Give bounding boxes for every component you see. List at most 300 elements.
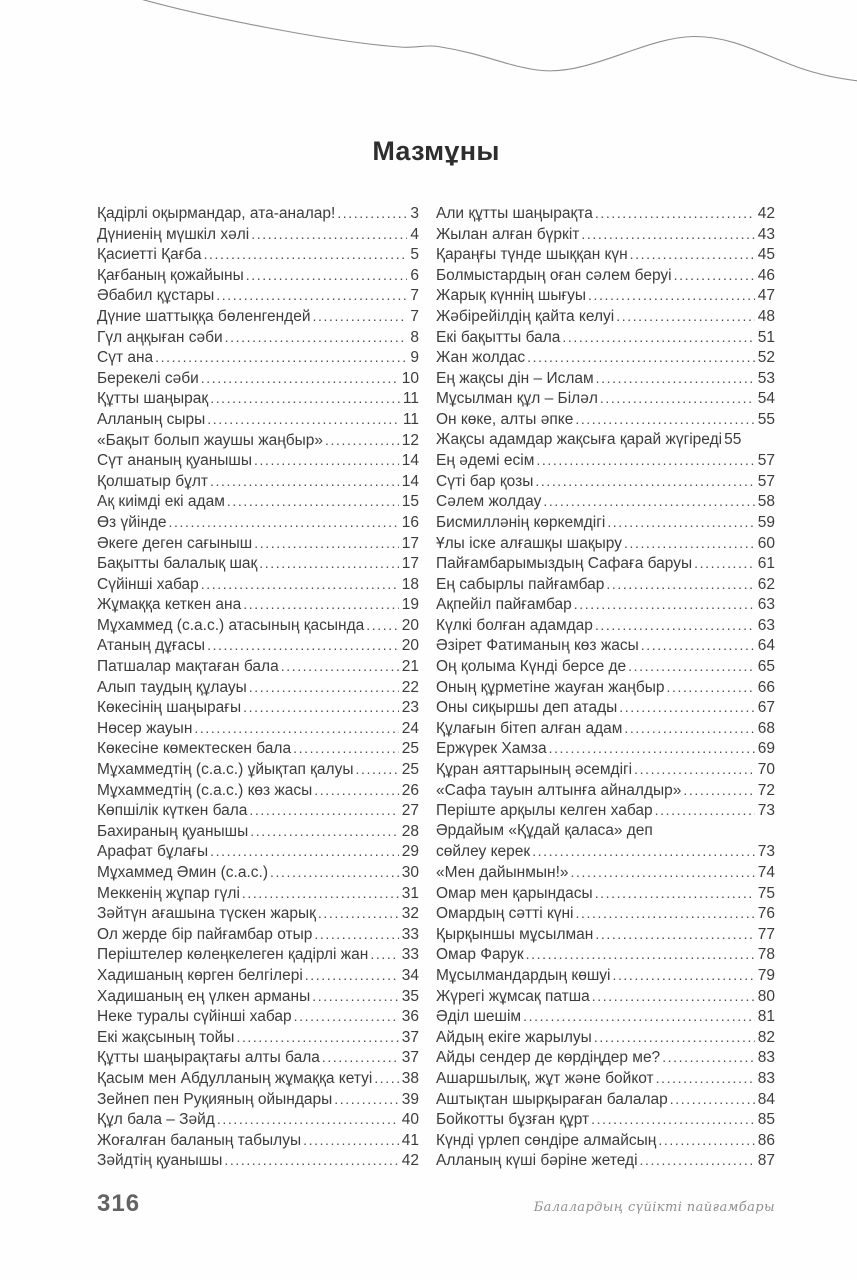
toc-entry-title: Ержүрек Хамза bbox=[436, 740, 547, 758]
toc-leader-dots bbox=[216, 285, 407, 307]
toc-leader-dots bbox=[259, 553, 398, 575]
toc-entry-page-number: 28 bbox=[401, 822, 419, 840]
toc-entry-title: Құтты шаңырақ bbox=[97, 390, 209, 408]
toc-entry-page-number: 19 bbox=[401, 596, 419, 614]
toc-entry bbox=[436, 512, 775, 533]
toc-entry-title: Омардың сәтті күні bbox=[436, 905, 574, 923]
toc-entry-title: Жарық күннің шығуы bbox=[436, 287, 587, 305]
toc-leader-dots bbox=[562, 327, 754, 349]
toc-entry-title: Қағбаның қожайыны bbox=[97, 266, 244, 284]
toc-entry-page-number: 41 bbox=[401, 1131, 419, 1149]
toc-entry-page-number: 21 bbox=[401, 658, 419, 676]
toc-entry-page-number: 57 bbox=[757, 472, 775, 490]
toc-leader-dots bbox=[201, 368, 399, 390]
toc-entry-page-number: 35 bbox=[401, 987, 419, 1005]
toc-entry bbox=[97, 450, 419, 471]
toc-entry bbox=[97, 862, 419, 883]
toc-leader-dots bbox=[683, 780, 754, 802]
toc-entry-title: Көпшілік күткен бала bbox=[97, 802, 248, 820]
toc-entry-title: Қараңғы түнде шыққан күн bbox=[436, 246, 628, 264]
toc-leader-dots bbox=[624, 718, 754, 740]
toc-entry-page-number: 46 bbox=[757, 266, 775, 284]
toc-leader-dots bbox=[281, 656, 399, 678]
toc-entry bbox=[436, 409, 775, 430]
toc-entry-page-number: 25 bbox=[401, 761, 419, 779]
toc-entry-page-number: 9 bbox=[410, 349, 419, 367]
toc-entry-page-number: 32 bbox=[401, 905, 419, 923]
toc-entry-page-number: 63 bbox=[757, 616, 775, 634]
toc-entry bbox=[436, 1130, 775, 1151]
toc-leader-dots bbox=[549, 738, 755, 760]
toc-entry bbox=[97, 759, 419, 780]
toc-entry bbox=[436, 924, 775, 945]
toc-entry-page-number: 63 bbox=[757, 596, 775, 614]
toc-entry-title: Әділ шешім bbox=[436, 1008, 522, 1026]
toc-entry-title: Ашаршылық, жұт және бойкот bbox=[436, 1069, 654, 1087]
toc-leader-dots bbox=[210, 471, 399, 493]
page-number: 316 bbox=[97, 1190, 141, 1217]
toc-entry-page-number: 64 bbox=[757, 637, 775, 655]
toc-leader-dots bbox=[305, 965, 399, 987]
toc-leader-dots bbox=[155, 347, 407, 369]
toc-entry-title: Омар мен қарындасы bbox=[436, 884, 593, 902]
toc-entry-title: Күнді үрлеп сөндіре алмайсың bbox=[436, 1131, 657, 1149]
toc-entry-page-number: 48 bbox=[757, 307, 775, 325]
toc-leader-dots bbox=[322, 1047, 399, 1069]
toc-entry bbox=[97, 244, 419, 265]
toc-entry-title: Гүл аңқыған сәби bbox=[97, 328, 223, 346]
toc-entry-title: Зәйдтің қуанышы bbox=[97, 1152, 223, 1170]
toc-entry-title: Оң қолыма Күнді берсе де bbox=[436, 658, 627, 676]
toc-entry-page-number: 29 bbox=[401, 843, 419, 861]
toc-entry-page-number: 16 bbox=[401, 513, 419, 531]
toc-entry-title: Жан жолдас bbox=[436, 349, 526, 367]
toc-leader-dots bbox=[325, 430, 399, 452]
toc-entry-page-number: 83 bbox=[757, 1049, 775, 1067]
toc-leader-dots bbox=[246, 265, 408, 287]
toc-entry-title: Мұхаммедтің (с.а.с.) көз жасы bbox=[97, 781, 313, 799]
page-title: Мазмұны bbox=[372, 136, 500, 166]
toc-entry-title: Атаның дұғасы bbox=[97, 637, 206, 655]
toc-leader-dots bbox=[655, 800, 755, 822]
toc-leader-dots bbox=[592, 986, 755, 1008]
toc-leader-dots bbox=[595, 203, 755, 225]
toc-entry-title: Әзірет Фатиманың көз жасы bbox=[436, 637, 639, 655]
toc-entry-title: Мұхаммед (с.а.с.) атасының қасында bbox=[97, 616, 365, 634]
toc-entry bbox=[97, 1006, 419, 1027]
toc-entry bbox=[97, 924, 419, 945]
toc-leader-dots bbox=[527, 347, 755, 369]
toc-entry bbox=[436, 841, 775, 862]
toc-entry-title: Жұмаққа кеткен ана bbox=[97, 596, 242, 614]
toc-entry-title: Құран аяттарының әсемдігі bbox=[436, 761, 633, 779]
toc-entry-page-number: 17 bbox=[401, 534, 419, 552]
toc-entry-page-number: 42 bbox=[401, 1152, 419, 1170]
toc-leader-dots bbox=[595, 615, 755, 637]
toc-entry bbox=[436, 368, 775, 389]
toc-entry bbox=[97, 986, 419, 1007]
toc-entry bbox=[97, 327, 419, 348]
toc-entry-page-number: 25 bbox=[401, 740, 419, 758]
toc-leader-dots bbox=[355, 759, 398, 781]
toc-entry bbox=[436, 574, 775, 595]
toc-leader-dots bbox=[670, 1089, 755, 1111]
toc-entry bbox=[436, 491, 775, 512]
toc-entry bbox=[436, 780, 775, 801]
toc-entry-page-number: 66 bbox=[757, 678, 775, 696]
toc-entry-page-number: 67 bbox=[757, 699, 775, 717]
toc-entry-title: Дүние шаттыққа бөленгендей bbox=[97, 307, 311, 325]
toc-entry bbox=[436, 450, 775, 471]
toc-entry bbox=[97, 347, 419, 368]
toc-entry bbox=[97, 944, 419, 965]
toc-leader-dots bbox=[656, 1068, 755, 1090]
toc-entry-page-number: 7 bbox=[410, 287, 419, 305]
toc-entry bbox=[97, 368, 419, 389]
toc-entry-page-number: 24 bbox=[401, 719, 419, 737]
toc-entry-page-number: 78 bbox=[757, 946, 775, 964]
toc-leader-dots bbox=[270, 862, 399, 884]
toc-entry-title: «Мен дайынмын!» bbox=[436, 864, 569, 881]
toc-entry bbox=[436, 800, 775, 821]
toc-entry-title: Алланың сыры bbox=[97, 410, 206, 428]
toc-entry-page-number: 37 bbox=[401, 1028, 419, 1046]
toc-leader-dots bbox=[588, 285, 755, 307]
toc-entry bbox=[97, 738, 419, 759]
toc-leader-dots bbox=[314, 780, 398, 802]
toc-leader-dots bbox=[595, 883, 755, 905]
toc-entry-title: Жоғалған баланың табылуы bbox=[97, 1131, 302, 1149]
toc-entry bbox=[97, 656, 419, 677]
toc-entry bbox=[436, 327, 775, 348]
toc-entry-title: Әбабил құстары bbox=[97, 287, 215, 305]
toc-entry-page-number: 73 bbox=[757, 843, 775, 861]
toc-column-right bbox=[436, 203, 775, 1171]
toc-entry-title: Құтты шаңырақтағы алты бала bbox=[97, 1049, 320, 1067]
toc-leader-dots bbox=[251, 224, 407, 246]
toc-entry-title: Көкесіне көмектескен бала bbox=[97, 740, 292, 758]
toc-leader-dots bbox=[318, 903, 399, 925]
toc-entry bbox=[436, 738, 775, 759]
toc-leader-dots bbox=[571, 862, 755, 884]
toc-entry bbox=[97, 821, 419, 842]
toc-leader-dots bbox=[334, 1089, 398, 1111]
toc-leader-dots bbox=[640, 1150, 755, 1172]
toc-entry-title: Ұлы іске алғашқы шақыру bbox=[436, 534, 622, 552]
toc-entry-title: Айды сендер де көрдіңдер ме? bbox=[436, 1049, 661, 1067]
toc-leader-dots bbox=[210, 388, 400, 410]
toc-entry bbox=[97, 491, 419, 512]
toc-leader-dots bbox=[616, 306, 755, 328]
toc-leader-dots bbox=[227, 491, 399, 513]
toc-entry-title: Али құтты шаңырақта bbox=[436, 205, 593, 222]
toc-entry-title: Өз үйінде bbox=[97, 513, 167, 531]
toc-entry-title: Жүрегі жұмсақ патша bbox=[436, 987, 590, 1005]
toc-entry bbox=[436, 944, 775, 965]
toc-entry-page-number: 6 bbox=[410, 266, 419, 284]
toc-columns bbox=[97, 203, 775, 1171]
toc-leader-dots bbox=[201, 574, 399, 596]
toc-leader-dots bbox=[591, 1109, 755, 1131]
toc-entry-page-number: 15 bbox=[401, 493, 419, 511]
toc-leader-dots bbox=[574, 594, 755, 616]
toc-leader-dots bbox=[303, 1130, 399, 1152]
toc-entry-page-number: 86 bbox=[757, 1131, 775, 1149]
toc-entry-title: Сүті бар қозы bbox=[436, 472, 534, 490]
toc-entry bbox=[97, 306, 419, 327]
toc-entry-title: Қадірлі оқырмандар, ата-аналар! bbox=[97, 205, 336, 222]
toc-entry-page-number: 20 bbox=[401, 616, 419, 634]
toc-leader-dots bbox=[526, 944, 755, 966]
toc-leader-dots bbox=[312, 306, 407, 328]
toc-entry-title: Аштықтан шырқыраған балалар bbox=[436, 1090, 668, 1108]
toc-entry-page-number: 40 bbox=[401, 1111, 419, 1129]
toc-entry-page-number: 81 bbox=[757, 1008, 775, 1026]
toc-leader-dots bbox=[366, 615, 398, 637]
toc-leader-dots bbox=[204, 244, 408, 266]
toc-entry-title: Ең жақсы дін – Ислам bbox=[436, 369, 594, 387]
toc-entry bbox=[436, 594, 775, 615]
toc-entry-page-number: 11 bbox=[402, 410, 419, 428]
toc-entry-title: Сәлем жолдау bbox=[436, 493, 542, 511]
toc-entry-title: Екі жақсының тойы bbox=[97, 1028, 235, 1046]
toc-entry-page-number: 34 bbox=[401, 966, 419, 984]
toc-leader-dots bbox=[169, 512, 399, 534]
toc-leader-dots bbox=[225, 327, 408, 349]
toc-entry-title: Жылан алған бүркіт bbox=[436, 225, 580, 243]
toc-entry bbox=[97, 388, 419, 409]
toc-entry-title: Бойкотты бұзған құрт bbox=[436, 1111, 590, 1129]
toc-entry-page-number: 55 bbox=[757, 410, 775, 428]
toc-entry bbox=[436, 1109, 775, 1130]
toc-leader-dots bbox=[370, 944, 398, 966]
decorative-wave-line bbox=[0, 0, 857, 110]
toc-leader-dots bbox=[630, 244, 755, 266]
toc-leader-dots bbox=[594, 1027, 755, 1049]
toc-entry bbox=[97, 553, 419, 574]
toc-entry bbox=[436, 697, 775, 718]
toc-entry-title: «Бақыт болып жаушы жаңбыр» bbox=[97, 431, 324, 449]
toc-entry-page-number: 70 bbox=[757, 761, 775, 779]
toc-entry-page-number: 43 bbox=[757, 225, 775, 243]
toc-entry-title: Екі бақытты бала bbox=[436, 328, 561, 346]
toc-entry bbox=[97, 718, 419, 739]
toc-entry-page-number: 75 bbox=[757, 884, 775, 902]
toc-entry bbox=[97, 1089, 419, 1110]
toc-leader-dots bbox=[674, 265, 755, 287]
toc-entry-page-number: 51 bbox=[757, 328, 775, 346]
toc-entry bbox=[436, 388, 775, 409]
toc-entry-page-number: 76 bbox=[757, 905, 775, 923]
toc-entry-page-number: 18 bbox=[401, 575, 419, 593]
toc-leader-dots bbox=[293, 738, 399, 760]
toc-entry-page-number: 33 bbox=[401, 925, 419, 943]
toc-entry-page-number: 42 bbox=[757, 205, 775, 222]
toc-entry bbox=[436, 862, 775, 883]
toc-entry bbox=[97, 224, 419, 245]
toc-entry bbox=[97, 883, 419, 904]
toc-leader-dots bbox=[581, 224, 754, 246]
toc-entry-title: Ең әдемі есім bbox=[436, 452, 535, 470]
toc-entry-page-number: 68 bbox=[757, 719, 775, 737]
toc-entry bbox=[436, 533, 775, 554]
toc-entry bbox=[97, 533, 419, 554]
toc-leader-dots bbox=[543, 491, 754, 513]
toc-entry bbox=[97, 285, 419, 306]
toc-entry bbox=[97, 615, 419, 636]
toc-entry-page-number: 85 bbox=[757, 1111, 775, 1129]
toc-entry-page-number: 52 bbox=[757, 349, 775, 367]
toc-leader-dots bbox=[207, 409, 400, 431]
toc-entry bbox=[436, 965, 775, 986]
toc-leader-dots bbox=[242, 883, 399, 905]
toc-entry-title: Айдың екіге жарылуы bbox=[436, 1028, 592, 1046]
toc-entry-title: Ақпейіл пайғамбар bbox=[436, 596, 572, 614]
toc-entry-page-number: 72 bbox=[757, 781, 775, 799]
toc-entry bbox=[97, 203, 419, 224]
toc-leader-dots bbox=[249, 677, 399, 699]
toc-entry-page-number: 87 bbox=[757, 1152, 775, 1170]
toc-entry bbox=[436, 1047, 775, 1068]
toc-entry-page-number: 62 bbox=[757, 575, 775, 593]
toc-leader-dots bbox=[634, 759, 755, 781]
toc-entry-title: Қолшатыр бұлт bbox=[97, 472, 209, 490]
toc-entry-page-number: 69 bbox=[757, 740, 775, 758]
toc-entry bbox=[97, 594, 419, 615]
toc-entry bbox=[97, 697, 419, 718]
toc-entry bbox=[436, 285, 775, 306]
toc-entry bbox=[97, 1047, 419, 1068]
toc-entry bbox=[97, 409, 419, 430]
toc-entry-page-number: 26 bbox=[401, 781, 419, 799]
toc-leader-dots bbox=[628, 656, 755, 678]
toc-entry-title: Дүниенің мүшкіл хәлі bbox=[97, 225, 250, 243]
toc-entry bbox=[436, 1150, 775, 1171]
toc-entry bbox=[436, 1089, 775, 1110]
toc-entry-title: Хадишаның ең үлкен арманы bbox=[97, 987, 311, 1005]
toc-entry-page-number: 83 bbox=[757, 1069, 775, 1087]
toc-entry-page-number: 14 bbox=[401, 472, 419, 490]
toc-entry-page-number: 8 bbox=[410, 328, 419, 346]
toc-entry-title: Нөсер жауын bbox=[97, 719, 193, 737]
toc-leader-dots bbox=[210, 841, 399, 863]
toc-entry-page-number: 45 bbox=[757, 246, 775, 264]
toc-entry-page-number: 65 bbox=[757, 658, 775, 676]
toc-entry-title: Сүт ананың қуанышы bbox=[97, 452, 252, 470]
toc-entry-title: Меккенің жұпар гүлі bbox=[97, 884, 240, 902]
toc-entry-page-number: 20 bbox=[401, 637, 419, 655]
toc-leader-dots bbox=[312, 986, 399, 1008]
toc-leader-dots bbox=[575, 409, 754, 431]
toc-entry-title: Періштелер көлеңкелеген қадірлі жан bbox=[97, 946, 369, 964]
toc-entry-page-number: 36 bbox=[401, 1008, 419, 1026]
toc-leader-dots bbox=[607, 512, 754, 534]
toc-entry-title: Сүт ана bbox=[97, 349, 154, 367]
toc-leader-dots bbox=[243, 697, 399, 719]
toc-entry bbox=[436, 1027, 775, 1048]
toc-entry-title: Зәйтүн ағашына түскен жарық bbox=[97, 905, 316, 923]
toc-entry-title: Көкесінің шаңырағы bbox=[97, 699, 242, 717]
toc-leader-dots bbox=[250, 821, 398, 843]
toc-entry-title: Пайғамбарымыздың Сафаға баруы bbox=[436, 555, 693, 573]
toc-entry bbox=[436, 1006, 775, 1027]
toc-entry-title: Мұхаммедтің (с.а.с.) ұйықтап қалуы bbox=[97, 761, 354, 779]
toc-entry-title: Құлағын бітеп алған адам bbox=[436, 719, 623, 737]
toc-entry-page-number: 74 bbox=[757, 864, 775, 881]
toc-entry bbox=[436, 203, 775, 224]
toc-entry-title: Қасиетті Қағба bbox=[97, 246, 202, 264]
toc-entry bbox=[436, 1068, 775, 1089]
toc-entry-title: Оның құрметіне жауған жаңбыр bbox=[436, 678, 665, 696]
toc-entry bbox=[97, 965, 419, 986]
toc-entry-page-number: 61 bbox=[757, 555, 775, 573]
toc-leader-dots bbox=[624, 533, 755, 555]
toc-entry-title: Омар Фарук bbox=[436, 946, 524, 964]
toc-entry-title: Бахираның қуанышы bbox=[97, 822, 249, 840]
toc-entry bbox=[436, 821, 775, 842]
toc-leader-dots bbox=[606, 574, 754, 596]
toc-entry-title: Періште арқылы келген хабар bbox=[436, 802, 653, 820]
toc-entry bbox=[436, 430, 775, 451]
toc-entry bbox=[436, 903, 775, 924]
toc-entry-title: Жақсы адамдар жақсыға қарай жүгіреді bbox=[436, 430, 723, 448]
toc-entry bbox=[436, 615, 775, 636]
toc-leader-dots bbox=[374, 1068, 398, 1090]
toc-leader-dots bbox=[207, 635, 399, 657]
toc-entry-page-number: 59 bbox=[757, 513, 775, 531]
toc-entry bbox=[97, 1150, 419, 1171]
page-footer bbox=[97, 1190, 775, 1218]
toc-entry-page-number: 73 bbox=[757, 802, 775, 820]
toc-entry-page-number: 77 bbox=[757, 925, 775, 943]
toc-entry bbox=[97, 265, 419, 286]
toc-entry-title: Мұсылмандардың көшуі bbox=[436, 966, 611, 984]
toc-leader-dots bbox=[641, 635, 755, 657]
toc-entry bbox=[436, 635, 775, 656]
toc-leader-dots bbox=[595, 924, 754, 946]
toc-entry-page-number: 80 bbox=[757, 987, 775, 1005]
toc-entry bbox=[436, 718, 775, 739]
toc-entry bbox=[436, 656, 775, 677]
toc-entry-page-number: 3 bbox=[410, 205, 419, 222]
toc-entry-title: Бақытты балалық шақ bbox=[97, 555, 258, 573]
toc-entry-page-number: 84 bbox=[757, 1090, 775, 1108]
toc-entry bbox=[97, 574, 419, 595]
toc-leader-dots bbox=[532, 841, 755, 863]
toc-entry-title: Он көке, алты әпке bbox=[436, 410, 574, 428]
toc-entry bbox=[97, 1068, 419, 1089]
toc-leader-dots bbox=[249, 800, 398, 822]
toc-entry bbox=[436, 553, 775, 574]
toc-entry-page-number: 10 bbox=[401, 369, 419, 387]
toc-entry bbox=[436, 244, 775, 265]
toc-entry bbox=[436, 759, 775, 780]
toc-entry-page-number: 23 bbox=[401, 699, 419, 717]
toc-entry-title: Арафат бұлағы bbox=[97, 843, 209, 861]
toc-entry-page-number: 54 bbox=[757, 390, 775, 408]
toc-entry-page-number: 22 bbox=[401, 678, 419, 696]
toc-entry bbox=[97, 780, 419, 801]
toc-entry-title: Хадишаның көрген белгілері bbox=[97, 966, 303, 984]
toc-entry-title: Қасым мен Абдулланың жұмаққа кетуі bbox=[97, 1069, 373, 1087]
toc-entry bbox=[436, 224, 775, 245]
toc-entry-title: Қырқыншы мұсылман bbox=[436, 925, 594, 943]
toc-entry bbox=[436, 986, 775, 1007]
toc-entry-title: Сүйінші хабар bbox=[97, 575, 199, 593]
toc-entry bbox=[97, 430, 419, 451]
toc-column-left bbox=[97, 203, 419, 1171]
toc-entry-title: Жәбірейілдің қайта келуі bbox=[436, 307, 615, 325]
